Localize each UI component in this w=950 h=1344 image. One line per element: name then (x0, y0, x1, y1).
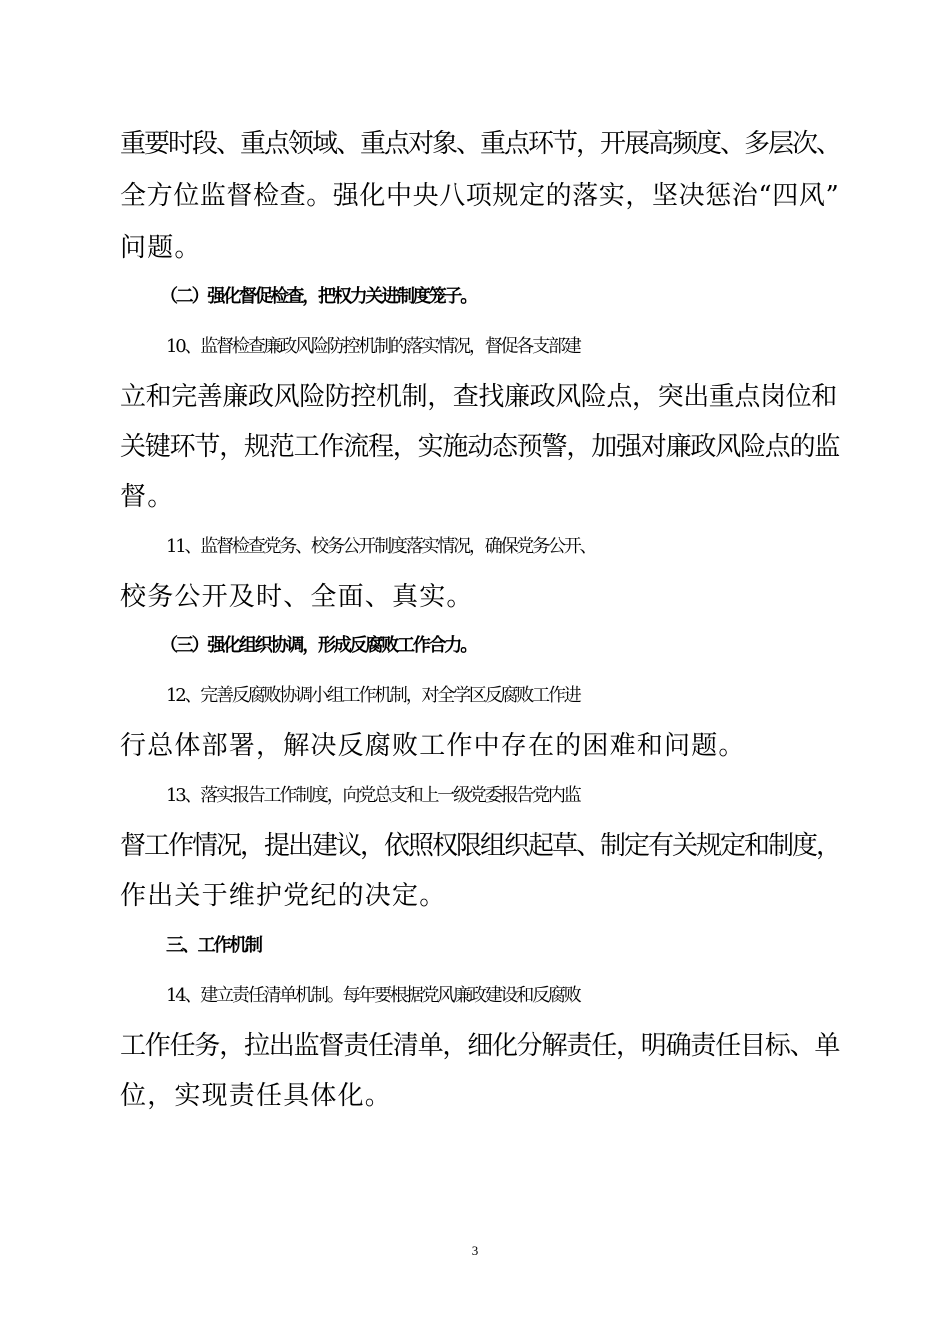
text-line: 作出关于维护党纪的决定。 (120, 881, 447, 911)
text-line: 11、监督检查党务、校务公开制度落实情况，确保党务公开、 (166, 536, 596, 557)
text-line: 13、落实报告工作制度，向党总支和上一级党委报告党内监 (166, 785, 580, 806)
text-line: 重要时段、重点领域、重点对象、重点环节，开展高频度、多层次、 (120, 129, 841, 159)
section-heading: （二）强化督促检查，把权力关进制度笼子。 (160, 286, 476, 307)
section-heading: （三）强化组织协调，形成反腐败工作合力。 (160, 635, 476, 656)
text-line: 问题。 (120, 233, 202, 263)
text-line: 位，实现责任具体化。 (120, 1081, 393, 1111)
text-line: 督工作情况，提出建议，依照权限组织起草、制定有关规定和制度， (120, 831, 841, 861)
text-line: 立和完善廉政风险防控机制，查找廉政风险点，突出重点岗位和 (120, 382, 837, 412)
text-line: 14、建立责任清单机制。每年要根据党风廉政建设和反腐败 (166, 985, 580, 1006)
text-line: 关键环节，规范工作流程，实施动态预警，加强对廉政风险点的监 (120, 432, 840, 462)
text-line: 全方位监督检查。强化中央八项规定的落实，坚决惩治“四风” (120, 181, 840, 211)
text-line: 10、监督检查廉政风险防控机制的落实情况，督促各支部建 (166, 336, 580, 357)
text-line: 12、完善反腐败协调小组工作机制，对全学区反腐败工作进 (166, 685, 580, 706)
text-line: 校务公开及时、全面、真实。 (120, 582, 474, 612)
text-line: 工作任务，拉出监督责任清单，细化分解责任，明确责任目标、单 (120, 1031, 840, 1061)
page-number: 3 (471, 1243, 479, 1258)
section-heading: 三、工作机制 (166, 935, 261, 956)
text-line: 行总体部署，解决反腐败工作中存在的困难和问题。 (120, 731, 746, 761)
text-line: 督。 (120, 482, 175, 512)
